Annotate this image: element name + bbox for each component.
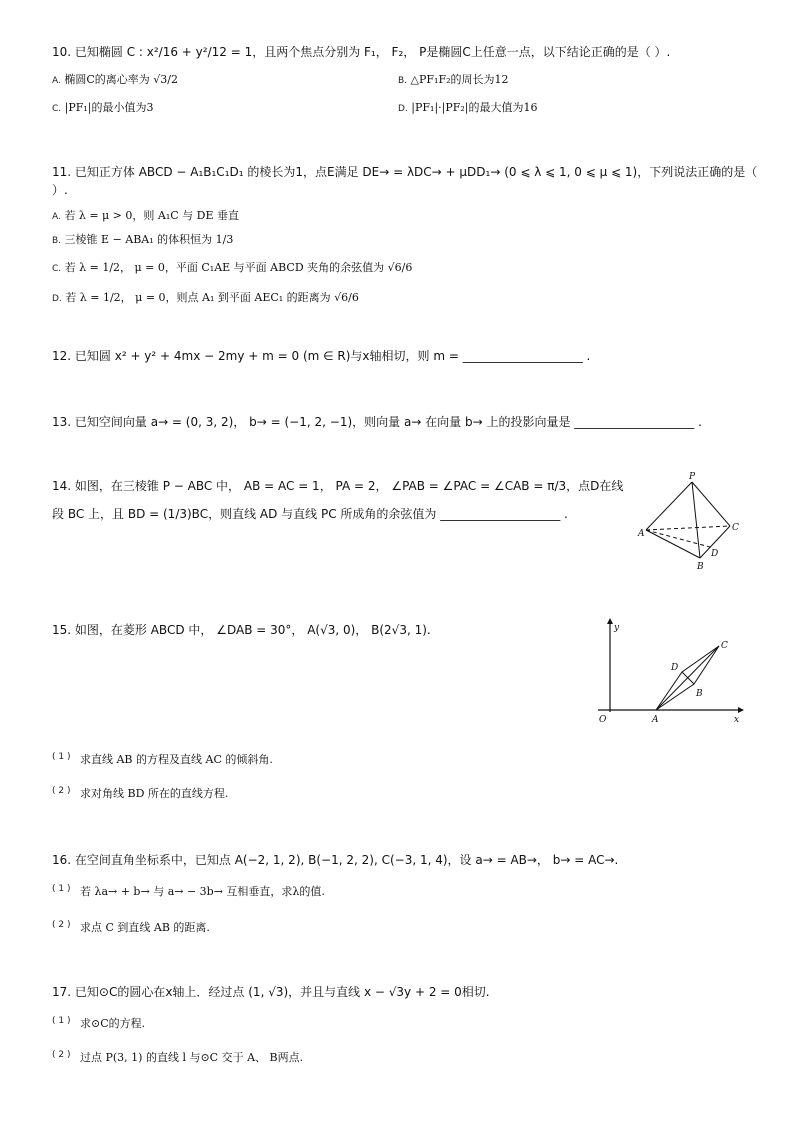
sub-number: ( 1 ) (52, 884, 71, 894)
option-letter: A. (52, 212, 61, 222)
y-axis-arrow (607, 618, 613, 624)
q17-sub1 (52, 1016, 145, 1033)
sub-number: ( 2 ) (52, 920, 71, 930)
edge-pb (692, 482, 700, 558)
q10-stem: 10. 已知椭圆 C : x²/16 + y²/12 = 1，且两个焦点分别为 F₁， F₂， P是椭圆C上任意一点，以下结论正确的是（ ）. (52, 45, 671, 59)
option-text: 若 λ = 1/2， μ = 0，则点 A₁ 到平面 AEC₁ 的距离为 √6/6 (65, 291, 359, 304)
q14-line2: 段 BC 上，且 BD = (1/3)BC，则直线 AD 与直线 PC 所成角的余弦值为 ____________________ . (52, 507, 568, 521)
label-o: O (599, 715, 607, 725)
q17-sub2 (52, 1050, 303, 1067)
option-letter: D. (52, 294, 62, 304)
q15-sub1 (52, 752, 273, 769)
q16-stem: 16. 在空间直角坐标系中，已知点 A(−2, 1, 2), B(−1, 2, 2), C(−3, 1, 4)，设 a→ = AB→， b→ = AC→. (52, 853, 619, 867)
sub-text: 求点 C 到直线 AB 的距离. (79, 921, 210, 934)
q10-option-a (52, 72, 178, 89)
label-d: D (711, 549, 719, 559)
q12-stem: 12. 已知圆 x² + y² + 4mx − 2my + m = 0 (m ∈ R)与x轴相切，则 m = ____________________ . (52, 349, 591, 363)
sub-number: ( 2 ) (52, 786, 71, 796)
label-b: B (697, 562, 704, 572)
edge-ab (646, 530, 700, 558)
edge-pc (692, 482, 730, 526)
q15-stem: 15. 如图，在菱形 ABCD 中， ∠DAB = 30°， A(√3, 0)， B(2√3, 1). (52, 623, 431, 637)
q15-sub2 (52, 786, 228, 803)
q10-option-c (52, 100, 154, 117)
option-letter: B. (398, 76, 408, 86)
q14-line1: 14. 如图，在三棱锥 P − ABC 中， AB = AC = 1， PA = 2， ∠PAB = ∠PAC = ∠CAB = π/3，点D在线 (52, 479, 624, 493)
q15-rhombus-figure (590, 616, 748, 728)
label-c: C (732, 523, 739, 533)
label-x: x (734, 715, 740, 725)
sub-number: ( 1 ) (52, 752, 71, 762)
q11-stem-line1: 11. 已知正方体 ABCD − A₁B₁C₁D₁ 的棱长为1，点E满足 DE→ = λDC→ + μDD₁→ (0 ⩽ λ ⩽ 1, 0 ⩽ μ ⩽ 1)，下列说法正确的是（ (52, 165, 758, 179)
q11-option-d (52, 290, 359, 307)
q14-pyramid-figure (636, 470, 748, 574)
sub-text: 若 λa→ + b→ 与 a→ − 3b→ 互相垂直，求λ的值. (79, 885, 325, 898)
sub-number: ( 1 ) (52, 1016, 71, 1026)
q16-sub1 (52, 884, 325, 901)
q11-option-c (52, 260, 412, 277)
x-axis-arrow (738, 707, 744, 713)
sub-text: 求直线 AB 的方程及直线 AC 的倾斜角. (79, 753, 273, 766)
q17-stem: 17. 已知⊙C的圆心在x轴上．经过点 (1, √3)，并且与直线 x − √3y + 2 = 0相切. (52, 985, 490, 999)
q16-sub2 (52, 920, 210, 937)
label-p: P (689, 472, 696, 482)
q13-stem: 13. 已知空间向量 a→ = (0, 3, 2)， b→ = (−1, 2, −1)，则向量 a→ 在向量 b→ 上的投影向量是 ____________________ . (52, 415, 702, 429)
label-d: D (671, 663, 679, 673)
option-text: △PF₁F₂的周长为12 (410, 73, 509, 86)
segment-ad (646, 530, 710, 547)
edge-ac (646, 526, 730, 530)
option-letter: D. (398, 104, 408, 114)
option-text: |PF₁|·|PF₂|的最大值为16 (411, 101, 538, 114)
option-text: 椭圆C的离心率为 √3/2 (64, 73, 178, 86)
option-text: 三棱锥 E − ABA₁ 的体积恒为 1/3 (64, 233, 234, 246)
edge-pa (646, 482, 692, 530)
option-letter: C. (52, 104, 62, 114)
q11-option-b (52, 232, 233, 249)
q11-option-a (52, 208, 239, 225)
label-c: C (721, 641, 728, 651)
q11-stem-line2: ）. (52, 183, 68, 197)
option-text: |PF₁|的最小值为3 (64, 101, 154, 114)
q10-option-d (398, 100, 538, 117)
sub-number: ( 2 ) (52, 1050, 71, 1060)
label-b: B (696, 689, 703, 699)
sub-text: 过点 P(3, 1) 的直线 l 与⊙C 交于 A、 B两点. (79, 1051, 304, 1064)
option-letter: C. (52, 264, 62, 274)
option-letter: B. (52, 236, 62, 246)
label-a: A (652, 715, 659, 725)
option-text: 若 λ = 1/2， μ = 0，平面 C₁AE 与平面 ABCD 夹角的余弦值为 √6/6 (64, 261, 413, 274)
option-text: 若 λ = μ > 0，则 A₁C 与 DE 垂直 (64, 209, 240, 222)
label-a: A (638, 529, 645, 539)
sub-text: 求⊙C的方程. (79, 1017, 146, 1030)
option-letter: A. (52, 76, 61, 86)
label-y: y (614, 623, 620, 633)
q10-option-b (398, 72, 509, 89)
sub-text: 求对角线 BD 所在的直线方程. (79, 787, 229, 800)
